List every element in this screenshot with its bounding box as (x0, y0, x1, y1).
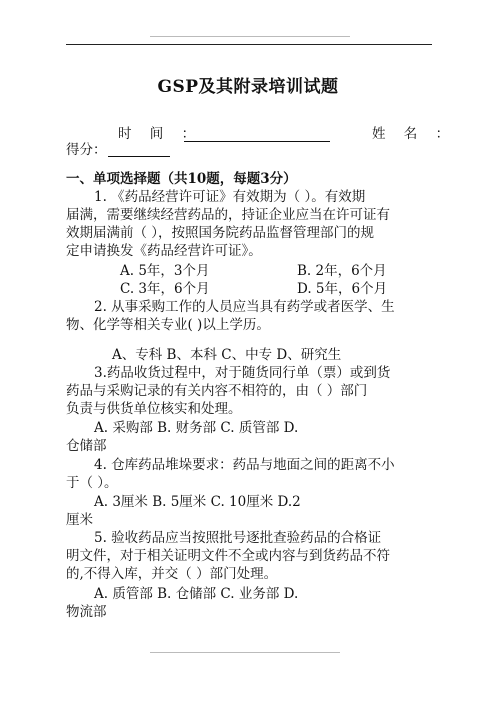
q3-line-3: 负责与供货单位核实和处理。 (66, 401, 242, 417)
time-label: 时 间 ： (118, 126, 203, 142)
q3-options-cont: 仓储部 (66, 438, 107, 454)
q5-options: A. 质管部 B. 仓储部 C. 业务部 D. (94, 586, 299, 602)
section-heading: 一、单项选择题（共10题，每题3分） (66, 171, 297, 187)
q2-line-1: 2. 从事采购工作的人员应当具有药学或者医学、生 (94, 299, 395, 315)
name-label: 姓 名 ： (372, 126, 457, 142)
q2-options: A、专科 B、本科 C、中专 D、研究生 (112, 347, 342, 363)
document-title: GSP及其附录培训试题 (157, 77, 339, 97)
q5-options-cont: 物流部 (66, 604, 107, 620)
q4-options: A. 3厘米 B. 5厘米 C. 10厘米 D.2 (94, 494, 301, 510)
q1-option-c: C. 3年，6个月 (120, 281, 210, 297)
header-faint-rule (150, 36, 350, 37)
time-field[interactable] (184, 127, 330, 142)
q1-line-3: 效期届满前（ ），按照国务院药品监督管理部门的规 (66, 225, 375, 241)
q1-option-d: D. 5年，6个月 (297, 281, 388, 297)
q1-option-b: B. 2年，6个月 (297, 263, 387, 279)
q5-line-1: 5. 验收药品应当按照批号逐批查验药品的合格证 (94, 530, 382, 546)
q2-line-2: 物、化学等相关专业( )以上学历。 (66, 317, 270, 333)
q1-line-2: 届满，需要继续经营药品的，持证企业应当在许可证有 (66, 207, 390, 223)
q3-line-1: 3.药品收货过程中，对于随货同行单（票）或到货 (94, 365, 391, 381)
q3-options: A. 采购部 B. 财务部 C. 质管部 D. (94, 420, 299, 436)
q3-line-2: 药品与采购记录的有关内容不相符的，由（ ）部门 (66, 383, 368, 399)
q1-line-1: 1. 《药品经营许可证》有效期为（ ）。有效期 (94, 189, 366, 205)
score-label: 得分： (66, 142, 107, 158)
header-rule (66, 44, 432, 45)
q4-line-2: 于（ ）。 (66, 475, 118, 491)
q4-options-cont: 厘米 (66, 512, 93, 528)
q5-line-3: 的,不得入库，并交（ ）部门处理。 (66, 566, 278, 582)
footer-rule (150, 652, 340, 653)
q1-line-4: 定申请换发《药品经营许可证》。 (66, 243, 262, 259)
score-field[interactable] (108, 142, 170, 157)
q1-option-a: A. 5年，3个月 (120, 263, 210, 279)
q5-line-2: 明文件，对于相关证明文件不全或内容与到货药品不符 (66, 548, 390, 564)
q4-line-1: 4. 仓库药品堆垛要求：药品与地面之间的距离不小 (94, 457, 395, 473)
